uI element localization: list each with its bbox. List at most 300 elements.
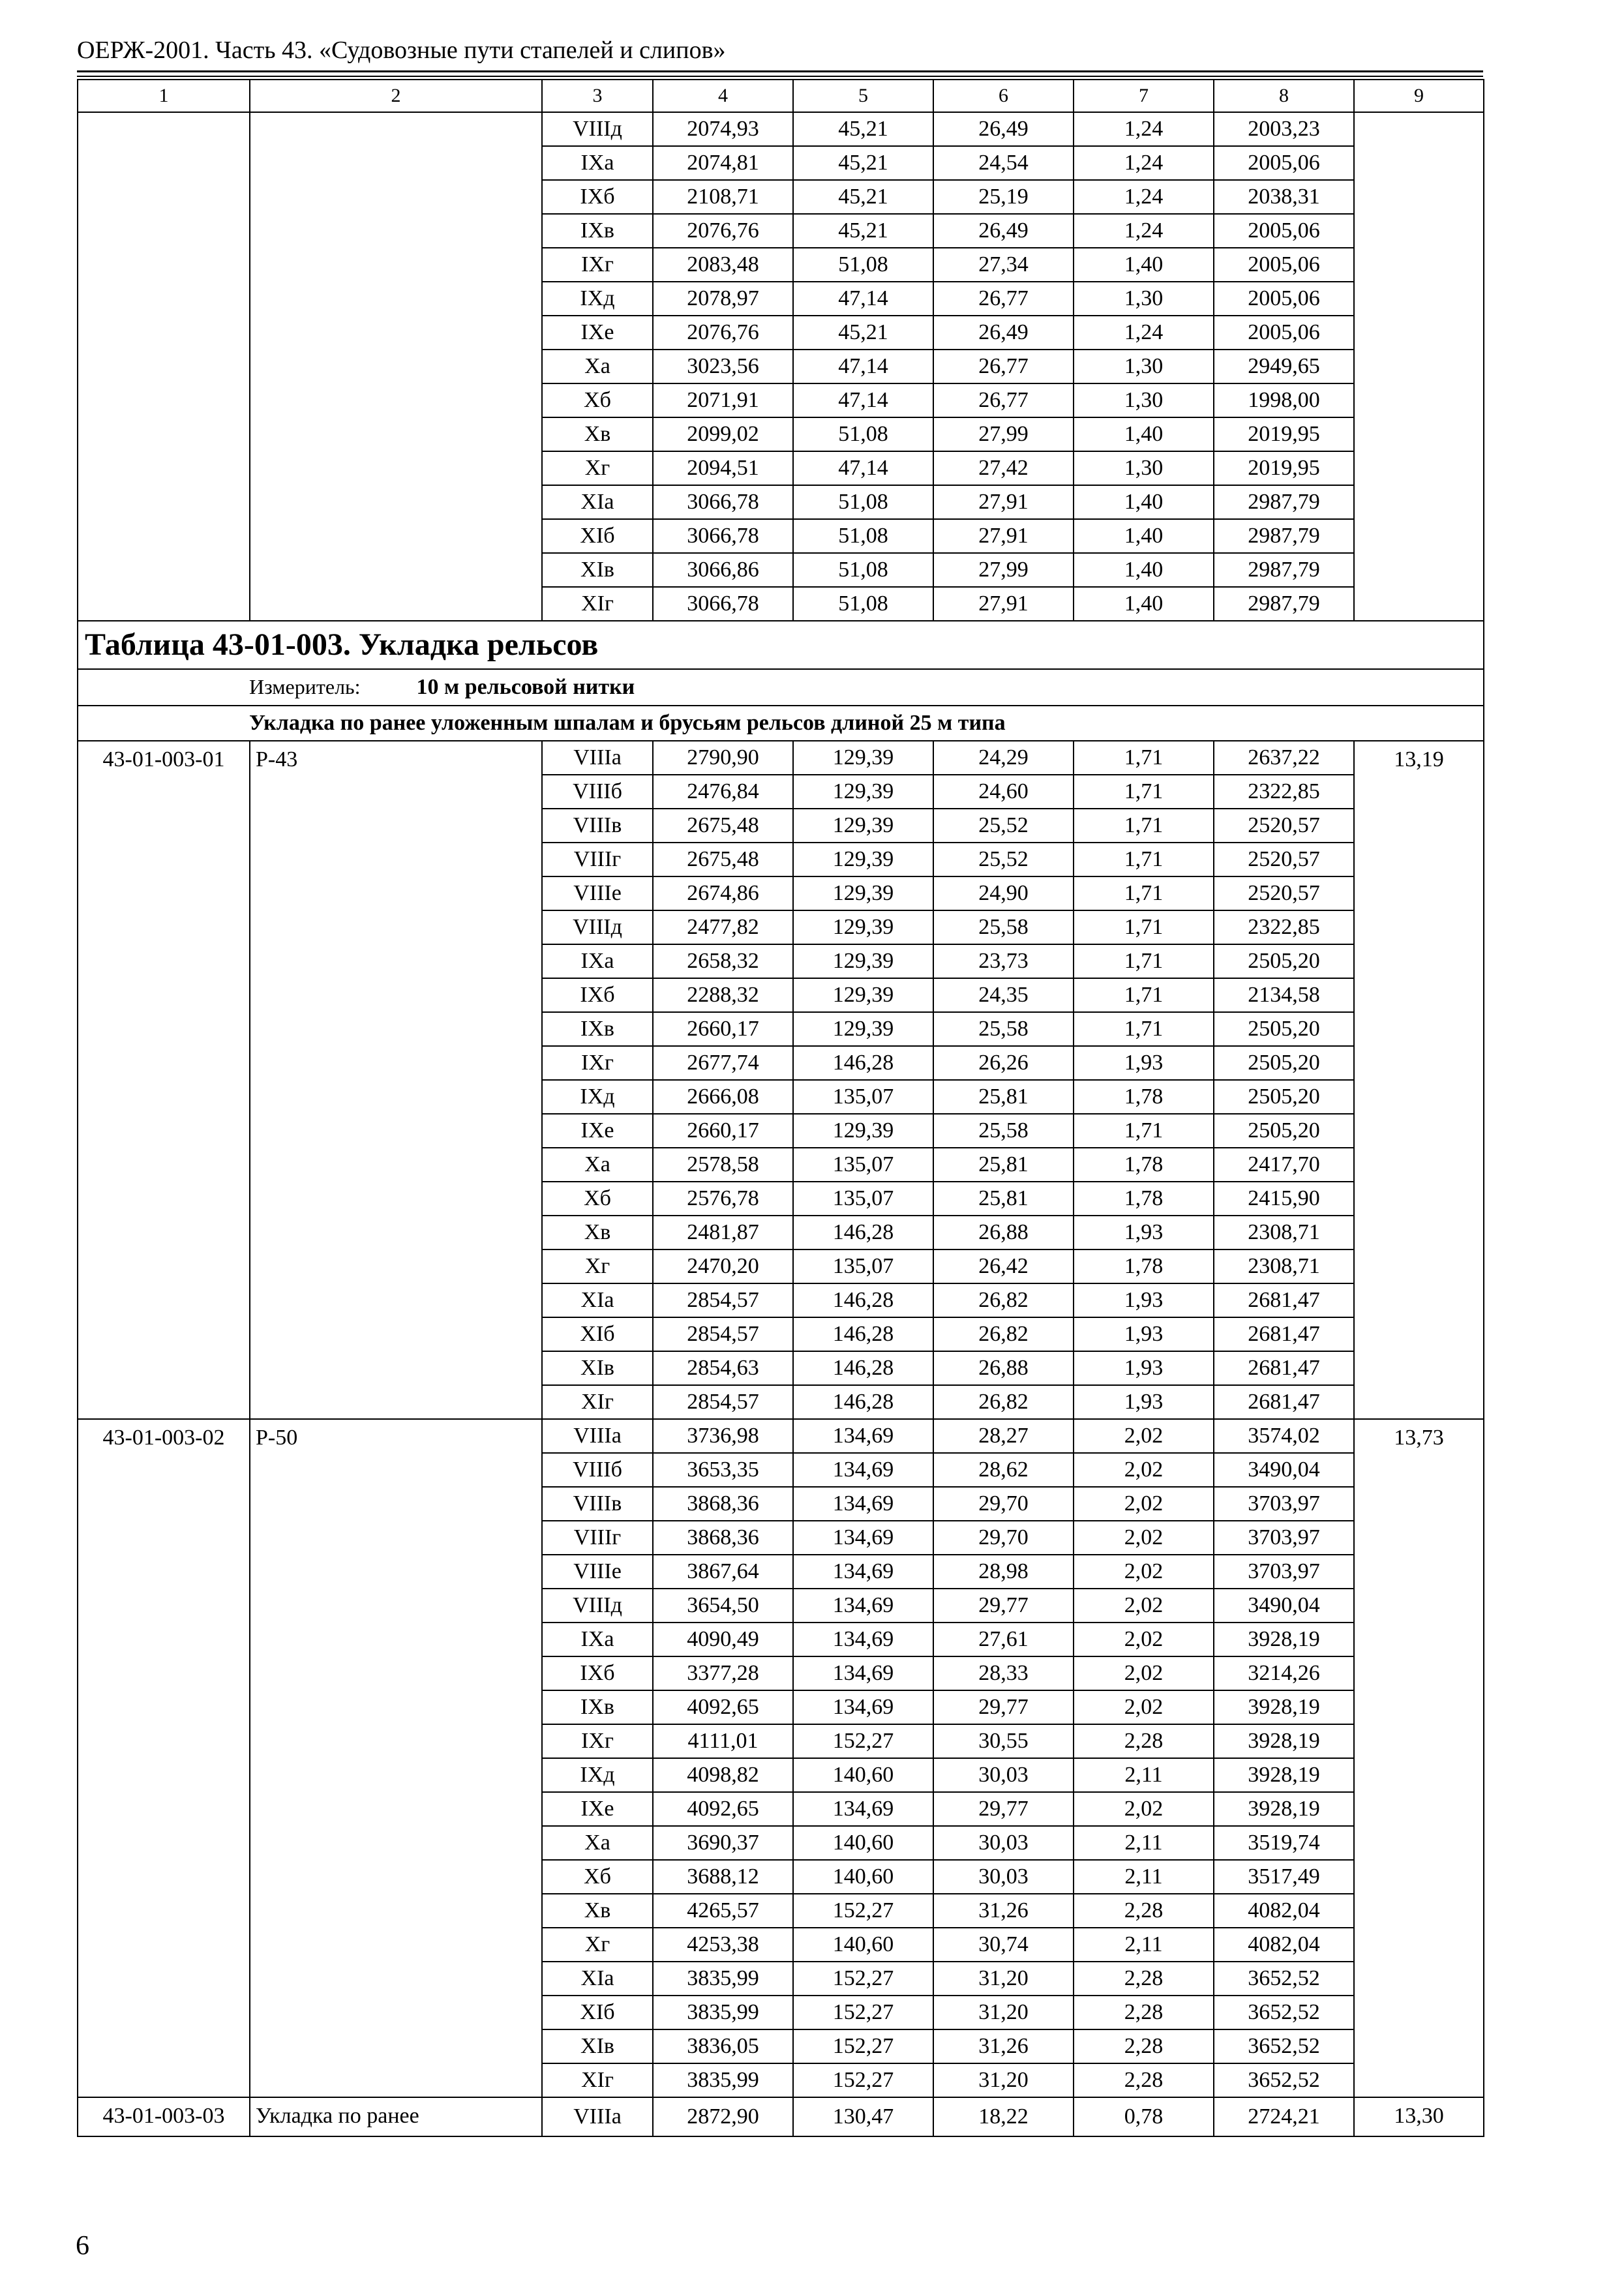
value-cell-col7: 1,78 bbox=[1074, 1148, 1214, 1182]
value-cell-col7: 1,93 bbox=[1074, 1351, 1214, 1385]
value-cell-col5: 135,07 bbox=[793, 1182, 933, 1216]
norm-code-cell: 43-01-003-02 bbox=[78, 1419, 250, 2097]
value-cell-col8: 2520,57 bbox=[1214, 843, 1354, 876]
value-cell-col8: 3652,52 bbox=[1214, 1962, 1354, 1996]
value-cell-col4: 2074,93 bbox=[653, 112, 793, 146]
value-cell-col7: 1,93 bbox=[1074, 1046, 1214, 1080]
value-cell-col7: 2,28 bbox=[1074, 2063, 1214, 2097]
value-cell-col7: 1,93 bbox=[1074, 1216, 1214, 1249]
table-row bbox=[78, 112, 1484, 146]
value-cell-col5: 47,14 bbox=[793, 451, 933, 485]
class-cell: VIIIе bbox=[542, 876, 653, 910]
value-cell-col4: 2074,81 bbox=[653, 146, 793, 180]
table-title-row bbox=[78, 621, 1484, 669]
class-cell: VIIIд bbox=[542, 112, 653, 146]
value-cell-col7: 1,40 bbox=[1074, 587, 1214, 621]
class-cell: IXе bbox=[542, 316, 653, 350]
value-cell-col5: 146,28 bbox=[793, 1385, 933, 1419]
value-cell-col8: 2724,21 bbox=[1214, 2097, 1354, 2136]
value-cell-col4: 3023,56 bbox=[653, 350, 793, 383]
value-cell-col7: 1,40 bbox=[1074, 248, 1214, 282]
value-cell-col4: 3836,05 bbox=[653, 2029, 793, 2063]
value-cell-col6: 26,88 bbox=[933, 1216, 1074, 1249]
value-cell-col7: 2,02 bbox=[1074, 1623, 1214, 1656]
norm-name-cell: Р-43 bbox=[250, 741, 542, 1419]
value-cell-col8: 2322,85 bbox=[1214, 775, 1354, 809]
value-cell-col5: 152,27 bbox=[793, 1894, 933, 1928]
value-cell-col7: 1,24 bbox=[1074, 316, 1214, 350]
value-cell-col8: 4082,04 bbox=[1214, 1928, 1354, 1962]
table-title: Таблица 43-01-003. Укладка рельсов bbox=[78, 621, 1484, 669]
value-cell-col8: 2637,22 bbox=[1214, 741, 1354, 775]
empty-name-cell bbox=[250, 112, 542, 621]
value-cell-col4: 4253,38 bbox=[653, 1928, 793, 1962]
value-cell-col8: 3490,04 bbox=[1214, 1453, 1354, 1487]
value-cell-col5: 146,28 bbox=[793, 1216, 933, 1249]
value-cell-col5: 51,08 bbox=[793, 417, 933, 451]
value-cell-col5: 146,28 bbox=[793, 1046, 933, 1080]
value-cell-col7: 1,71 bbox=[1074, 910, 1214, 944]
value-cell-col8: 2308,71 bbox=[1214, 1249, 1354, 1283]
measure-row bbox=[78, 669, 1484, 706]
value-cell-col6: 30,74 bbox=[933, 1928, 1074, 1962]
column-number-cell: 6 bbox=[933, 80, 1074, 112]
header-rule-top bbox=[77, 70, 1483, 72]
value-cell-col5: 47,14 bbox=[793, 383, 933, 417]
value-cell-col7: 2,02 bbox=[1074, 1453, 1214, 1487]
value-cell-col8: 2681,47 bbox=[1214, 1317, 1354, 1351]
value-cell-col5: 134,69 bbox=[793, 1453, 933, 1487]
value-cell-col4: 2578,58 bbox=[653, 1148, 793, 1182]
value-cell-col8: 1998,00 bbox=[1214, 383, 1354, 417]
value-cell-col6: 24,90 bbox=[933, 876, 1074, 910]
class-cell: Xб bbox=[542, 383, 653, 417]
value-cell-col4: 2658,32 bbox=[653, 944, 793, 978]
value-cell-col5: 152,27 bbox=[793, 2029, 933, 2063]
value-cell-col5: 47,14 bbox=[793, 282, 933, 316]
value-cell-col8: 3928,19 bbox=[1214, 1758, 1354, 1792]
value-cell-col6: 26,88 bbox=[933, 1351, 1074, 1385]
value-cell-col4: 3377,28 bbox=[653, 1656, 793, 1690]
column-number-cell: 1 bbox=[78, 80, 250, 112]
value-cell-col4: 3835,99 bbox=[653, 1962, 793, 1996]
value-cell-col7: 1,24 bbox=[1074, 146, 1214, 180]
value-cell-col6: 26,82 bbox=[933, 1317, 1074, 1351]
value-cell-col4: 3868,36 bbox=[653, 1521, 793, 1555]
value-cell-col5: 129,39 bbox=[793, 809, 933, 843]
value-cell-col5: 45,21 bbox=[793, 146, 933, 180]
value-cell-col7: 1,71 bbox=[1074, 775, 1214, 809]
value-cell-col8: 3652,52 bbox=[1214, 2063, 1354, 2097]
column-number-cell: 7 bbox=[1074, 80, 1214, 112]
value-cell-col8: 2505,20 bbox=[1214, 944, 1354, 978]
class-cell: XIг bbox=[542, 587, 653, 621]
value-cell-col4: 2854,57 bbox=[653, 1283, 793, 1317]
class-cell: VIIIа bbox=[542, 1419, 653, 1453]
value-cell-col7: 2,02 bbox=[1074, 1589, 1214, 1623]
column-number-cell: 2 bbox=[250, 80, 542, 112]
value-cell-col6: 18,22 bbox=[933, 2097, 1074, 2136]
value-cell-col7: 0,78 bbox=[1074, 2097, 1214, 2136]
value-cell-col4: 2790,90 bbox=[653, 741, 793, 775]
value-cell-col8: 3517,49 bbox=[1214, 1860, 1354, 1894]
value-cell-col7: 2,02 bbox=[1074, 1690, 1214, 1724]
class-cell: IXд bbox=[542, 282, 653, 316]
value-cell-col5: 45,21 bbox=[793, 180, 933, 214]
value-cell-col6: 26,26 bbox=[933, 1046, 1074, 1080]
value-cell-col5: 134,69 bbox=[793, 1690, 933, 1724]
value-cell-col8: 2005,06 bbox=[1214, 248, 1354, 282]
value-cell-col4: 3066,78 bbox=[653, 519, 793, 553]
value-cell-col6: 26,77 bbox=[933, 383, 1074, 417]
value-cell-col4: 2674,86 bbox=[653, 876, 793, 910]
value-cell-col6: 31,20 bbox=[933, 1996, 1074, 2029]
value-cell-col5: 129,39 bbox=[793, 1012, 933, 1046]
value-cell-col6: 26,82 bbox=[933, 1283, 1074, 1317]
class-cell: IXе bbox=[542, 1114, 653, 1148]
col9-cell: 13,30 bbox=[1354, 2097, 1484, 2136]
value-cell-col4: 2076,76 bbox=[653, 214, 793, 248]
value-cell-col4: 2094,51 bbox=[653, 451, 793, 485]
value-cell-col5: 129,39 bbox=[793, 775, 933, 809]
value-cell-col8: 3703,97 bbox=[1214, 1487, 1354, 1521]
value-cell-col8: 2415,90 bbox=[1214, 1182, 1354, 1216]
class-cell: IXд bbox=[542, 1758, 653, 1792]
value-cell-col5: 134,69 bbox=[793, 1419, 933, 1453]
value-cell-col5: 129,39 bbox=[793, 978, 933, 1012]
value-cell-col4: 2076,76 bbox=[653, 316, 793, 350]
column-number-cell: 8 bbox=[1214, 80, 1354, 112]
value-cell-col8: 4082,04 bbox=[1214, 1894, 1354, 1928]
value-cell-col6: 26,49 bbox=[933, 316, 1074, 350]
value-cell-col5: 45,21 bbox=[793, 214, 933, 248]
value-cell-col4: 3066,78 bbox=[653, 485, 793, 519]
class-cell: XIг bbox=[542, 1385, 653, 1419]
value-cell-col5: 134,69 bbox=[793, 1792, 933, 1826]
value-cell-col6: 26,49 bbox=[933, 112, 1074, 146]
value-cell-col7: 2,02 bbox=[1074, 1419, 1214, 1453]
value-cell-col5: 135,07 bbox=[793, 1148, 933, 1182]
class-cell: Xа bbox=[542, 1148, 653, 1182]
value-cell-col8: 2019,95 bbox=[1214, 417, 1354, 451]
value-cell-col8: 3574,02 bbox=[1214, 1419, 1354, 1453]
value-cell-col6: 25,58 bbox=[933, 910, 1074, 944]
value-cell-col5: 129,39 bbox=[793, 944, 933, 978]
class-cell: VIIIб bbox=[542, 775, 653, 809]
value-cell-col4: 3736,98 bbox=[653, 1419, 793, 1453]
value-cell-col7: 2,28 bbox=[1074, 1724, 1214, 1758]
col9-cell: 13,73 bbox=[1354, 1419, 1484, 2097]
class-cell: XIб bbox=[542, 1996, 653, 2029]
value-cell-col8: 3490,04 bbox=[1214, 1589, 1354, 1623]
value-cell-col8: 3703,97 bbox=[1214, 1521, 1354, 1555]
value-cell-col5: 51,08 bbox=[793, 485, 933, 519]
value-cell-col5: 47,14 bbox=[793, 350, 933, 383]
value-cell-col7: 2,02 bbox=[1074, 1555, 1214, 1589]
value-cell-col6: 27,34 bbox=[933, 248, 1074, 282]
value-cell-col6: 29,70 bbox=[933, 1487, 1074, 1521]
value-cell-col6: 27,42 bbox=[933, 451, 1074, 485]
class-cell: VIIIг bbox=[542, 843, 653, 876]
value-cell-col4: 2854,63 bbox=[653, 1351, 793, 1385]
value-cell-col5: 45,21 bbox=[793, 316, 933, 350]
value-cell-col5: 134,69 bbox=[793, 1521, 933, 1555]
value-cell-col4: 3868,36 bbox=[653, 1487, 793, 1521]
value-cell-col5: 130,47 bbox=[793, 2097, 933, 2136]
class-cell: IXе bbox=[542, 1792, 653, 1826]
value-cell-col4: 4265,57 bbox=[653, 1894, 793, 1928]
value-cell-col4: 4098,82 bbox=[653, 1758, 793, 1792]
class-cell: IXв bbox=[542, 1690, 653, 1724]
value-cell-col6: 25,58 bbox=[933, 1012, 1074, 1046]
value-cell-col8: 2005,06 bbox=[1214, 316, 1354, 350]
value-cell-col7: 1,71 bbox=[1074, 978, 1214, 1012]
value-cell-col7: 1,71 bbox=[1074, 944, 1214, 978]
value-cell-col8: 2520,57 bbox=[1214, 809, 1354, 843]
value-cell-col7: 1,30 bbox=[1074, 282, 1214, 316]
value-cell-col5: 135,07 bbox=[793, 1249, 933, 1283]
class-cell: Xв bbox=[542, 417, 653, 451]
value-cell-col4: 2854,57 bbox=[653, 1385, 793, 1419]
value-cell-col5: 134,69 bbox=[793, 1589, 933, 1623]
value-cell-col6: 28,62 bbox=[933, 1453, 1074, 1487]
value-cell-col4: 3688,12 bbox=[653, 1860, 793, 1894]
value-cell-col8: 2505,20 bbox=[1214, 1012, 1354, 1046]
value-cell-col5: 51,08 bbox=[793, 587, 933, 621]
value-cell-col5: 134,69 bbox=[793, 1487, 933, 1521]
value-cell-col6: 27,91 bbox=[933, 519, 1074, 553]
class-cell: Xг bbox=[542, 1249, 653, 1283]
class-cell: XIг bbox=[542, 2063, 653, 2097]
class-cell: IXб bbox=[542, 978, 653, 1012]
value-cell-col6: 29,77 bbox=[933, 1792, 1074, 1826]
value-cell-col4: 2477,82 bbox=[653, 910, 793, 944]
document-header-title: ОЕРЖ-2001. Часть 43. «Судовозные пути стапелей и слипов» bbox=[77, 37, 726, 64]
class-cell: Xв bbox=[542, 1216, 653, 1249]
value-cell-col4: 2675,48 bbox=[653, 843, 793, 876]
value-cell-col6: 30,03 bbox=[933, 1758, 1074, 1792]
value-cell-col6: 28,98 bbox=[933, 1555, 1074, 1589]
class-cell: XIв bbox=[542, 2029, 653, 2063]
value-cell-col4: 2854,57 bbox=[653, 1317, 793, 1351]
value-cell-col6: 29,70 bbox=[933, 1521, 1074, 1555]
value-cell-col8: 3928,19 bbox=[1214, 1690, 1354, 1724]
value-cell-col6: 31,26 bbox=[933, 1894, 1074, 1928]
measure-label: Измеритель: bbox=[249, 674, 361, 698]
value-cell-col7: 1,71 bbox=[1074, 1114, 1214, 1148]
value-cell-col8: 2949,65 bbox=[1214, 350, 1354, 383]
value-cell-col7: 2,11 bbox=[1074, 1826, 1214, 1860]
value-cell-col5: 140,60 bbox=[793, 1860, 933, 1894]
value-cell-col7: 1,78 bbox=[1074, 1182, 1214, 1216]
value-cell-col6: 31,26 bbox=[933, 2029, 1074, 2063]
value-cell-col8: 3214,26 bbox=[1214, 1656, 1354, 1690]
value-cell-col5: 146,28 bbox=[793, 1317, 933, 1351]
value-cell-col6: 25,81 bbox=[933, 1080, 1074, 1114]
class-cell: VIIIа bbox=[542, 741, 653, 775]
value-cell-col6: 27,91 bbox=[933, 485, 1074, 519]
class-cell: XIа bbox=[542, 1962, 653, 1996]
value-cell-col8: 2005,06 bbox=[1214, 282, 1354, 316]
class-cell: IXб bbox=[542, 180, 653, 214]
class-cell: VIIIа bbox=[542, 2097, 653, 2136]
class-cell: Xб bbox=[542, 1860, 653, 1894]
value-cell-col6: 31,20 bbox=[933, 1962, 1074, 1996]
value-cell-col8: 2005,06 bbox=[1214, 214, 1354, 248]
header-rule-bottom bbox=[77, 76, 1483, 77]
page-number: 6 bbox=[76, 2231, 89, 2261]
value-cell-col7: 1,24 bbox=[1074, 180, 1214, 214]
value-cell-col6: 26,77 bbox=[933, 282, 1074, 316]
value-cell-col8: 2987,79 bbox=[1214, 485, 1354, 519]
value-cell-col6: 23,73 bbox=[933, 944, 1074, 978]
class-cell: XIа bbox=[542, 1283, 653, 1317]
class-cell: Xг bbox=[542, 1928, 653, 1962]
value-cell-col6: 29,77 bbox=[933, 1589, 1074, 1623]
value-cell-col7: 2,11 bbox=[1074, 1928, 1214, 1962]
value-cell-col8: 3928,19 bbox=[1214, 1724, 1354, 1758]
value-cell-col4: 4092,65 bbox=[653, 1792, 793, 1826]
value-cell-col8: 2520,57 bbox=[1214, 876, 1354, 910]
class-cell: Xа bbox=[542, 350, 653, 383]
value-cell-col5: 146,28 bbox=[793, 1283, 933, 1317]
value-cell-col8: 2134,58 bbox=[1214, 978, 1354, 1012]
class-cell: VIIIд bbox=[542, 910, 653, 944]
value-cell-col7: 1,71 bbox=[1074, 809, 1214, 843]
value-cell-col8: 2987,79 bbox=[1214, 519, 1354, 553]
value-cell-col4: 4090,49 bbox=[653, 1623, 793, 1656]
value-cell-col4: 2576,78 bbox=[653, 1182, 793, 1216]
value-cell-col6: 28,33 bbox=[933, 1656, 1074, 1690]
value-cell-col4: 2099,02 bbox=[653, 417, 793, 451]
table-row bbox=[78, 741, 1484, 775]
value-cell-col8: 2505,20 bbox=[1214, 1046, 1354, 1080]
value-cell-col5: 146,28 bbox=[793, 1351, 933, 1385]
value-cell-col4: 2083,48 bbox=[653, 248, 793, 282]
value-cell-col4: 2660,17 bbox=[653, 1012, 793, 1046]
column-number-cell: 4 bbox=[653, 80, 793, 112]
value-cell-col4: 2660,17 bbox=[653, 1114, 793, 1148]
class-cell: XIа bbox=[542, 485, 653, 519]
value-cell-col7: 1,71 bbox=[1074, 843, 1214, 876]
class-cell: IXа bbox=[542, 944, 653, 978]
measure-value: 10 м рельсовой нитки bbox=[416, 674, 635, 699]
value-cell-col4: 4092,65 bbox=[653, 1690, 793, 1724]
value-cell-col6: 27,99 bbox=[933, 417, 1074, 451]
value-cell-col4: 2470,20 bbox=[653, 1249, 793, 1283]
value-cell-col6: 25,81 bbox=[933, 1148, 1074, 1182]
value-cell-col6: 30,55 bbox=[933, 1724, 1074, 1758]
value-cell-col7: 1,93 bbox=[1074, 1385, 1214, 1419]
value-cell-col6: 26,77 bbox=[933, 350, 1074, 383]
class-cell: VIIIе bbox=[542, 1555, 653, 1589]
value-cell-col7: 1,93 bbox=[1074, 1317, 1214, 1351]
empty-col9-cell bbox=[1354, 112, 1484, 621]
value-cell-col5: 140,60 bbox=[793, 1758, 933, 1792]
value-cell-col7: 1,78 bbox=[1074, 1249, 1214, 1283]
value-cell-col8: 3652,52 bbox=[1214, 2029, 1354, 2063]
value-cell-col6: 24,54 bbox=[933, 146, 1074, 180]
column-number-cell: 3 bbox=[542, 80, 653, 112]
value-cell-col7: 1,78 bbox=[1074, 1080, 1214, 1114]
value-cell-col5: 152,27 bbox=[793, 2063, 933, 2097]
value-cell-col7: 1,71 bbox=[1074, 1012, 1214, 1046]
value-cell-col8: 2681,47 bbox=[1214, 1385, 1354, 1419]
value-cell-col8: 2505,20 bbox=[1214, 1114, 1354, 1148]
value-cell-col7: 2,02 bbox=[1074, 1656, 1214, 1690]
column-number-cell: 9 bbox=[1354, 80, 1484, 112]
value-cell-col6: 27,99 bbox=[933, 553, 1074, 587]
value-cell-col5: 140,60 bbox=[793, 1826, 933, 1860]
column-number-row bbox=[78, 80, 1484, 112]
norm-code-cell: 43-01-003-03 bbox=[78, 2097, 250, 2136]
value-cell-col7: 1,24 bbox=[1074, 214, 1214, 248]
norm-name-cell: Р-50 bbox=[250, 1419, 542, 2097]
value-cell-col5: 135,07 bbox=[793, 1080, 933, 1114]
value-cell-col8: 3652,52 bbox=[1214, 1996, 1354, 2029]
class-cell: IXв bbox=[542, 1012, 653, 1046]
value-cell-col8: 2681,47 bbox=[1214, 1351, 1354, 1385]
value-cell-col7: 1,71 bbox=[1074, 741, 1214, 775]
value-cell-col4: 3654,50 bbox=[653, 1589, 793, 1623]
value-cell-col7: 1,30 bbox=[1074, 451, 1214, 485]
value-cell-col8: 3519,74 bbox=[1214, 1826, 1354, 1860]
section-title-row bbox=[78, 706, 1484, 741]
class-cell: IXг bbox=[542, 1046, 653, 1080]
value-cell-col7: 2,11 bbox=[1074, 1758, 1214, 1792]
norm-code-cell: 43-01-003-01 bbox=[78, 741, 250, 1419]
class-cell: IXг bbox=[542, 248, 653, 282]
measure-cell bbox=[78, 669, 1484, 706]
norms-table bbox=[77, 79, 1484, 2137]
value-cell-col7: 2,28 bbox=[1074, 1996, 1214, 2029]
class-cell: XIб bbox=[542, 1317, 653, 1351]
value-cell-col6: 28,27 bbox=[933, 1419, 1074, 1453]
value-cell-col7: 2,28 bbox=[1074, 1894, 1214, 1928]
value-cell-col6: 27,61 bbox=[933, 1623, 1074, 1656]
class-cell: Xб bbox=[542, 1182, 653, 1216]
value-cell-col4: 2071,91 bbox=[653, 383, 793, 417]
value-cell-col6: 25,58 bbox=[933, 1114, 1074, 1148]
value-cell-col4: 2476,84 bbox=[653, 775, 793, 809]
value-cell-col7: 1,30 bbox=[1074, 383, 1214, 417]
value-cell-col6: 24,29 bbox=[933, 741, 1074, 775]
value-cell-col8: 2322,85 bbox=[1214, 910, 1354, 944]
value-cell-col8: 3928,19 bbox=[1214, 1792, 1354, 1826]
value-cell-col7: 2,02 bbox=[1074, 1521, 1214, 1555]
value-cell-col8: 2003,23 bbox=[1214, 112, 1354, 146]
value-cell-col4: 3835,99 bbox=[653, 2063, 793, 2097]
class-cell: VIIIб bbox=[542, 1453, 653, 1487]
value-cell-col6: 30,03 bbox=[933, 1860, 1074, 1894]
value-cell-col7: 1,40 bbox=[1074, 485, 1214, 519]
class-cell: Xа bbox=[542, 1826, 653, 1860]
value-cell-col7: 1,71 bbox=[1074, 876, 1214, 910]
value-cell-col5: 134,69 bbox=[793, 1623, 933, 1656]
value-cell-col8: 2308,71 bbox=[1214, 1216, 1354, 1249]
column-number-cell: 5 bbox=[793, 80, 933, 112]
class-cell: IXг bbox=[542, 1724, 653, 1758]
value-cell-col6: 25,81 bbox=[933, 1182, 1074, 1216]
value-cell-col4: 3690,37 bbox=[653, 1826, 793, 1860]
value-cell-col4: 2872,90 bbox=[653, 2097, 793, 2136]
value-cell-col6: 25,52 bbox=[933, 843, 1074, 876]
value-cell-col7: 1,40 bbox=[1074, 417, 1214, 451]
value-cell-col5: 45,21 bbox=[793, 112, 933, 146]
value-cell-col7: 2,02 bbox=[1074, 1487, 1214, 1521]
value-cell-col4: 2481,87 bbox=[653, 1216, 793, 1249]
value-cell-col5: 152,27 bbox=[793, 1724, 933, 1758]
